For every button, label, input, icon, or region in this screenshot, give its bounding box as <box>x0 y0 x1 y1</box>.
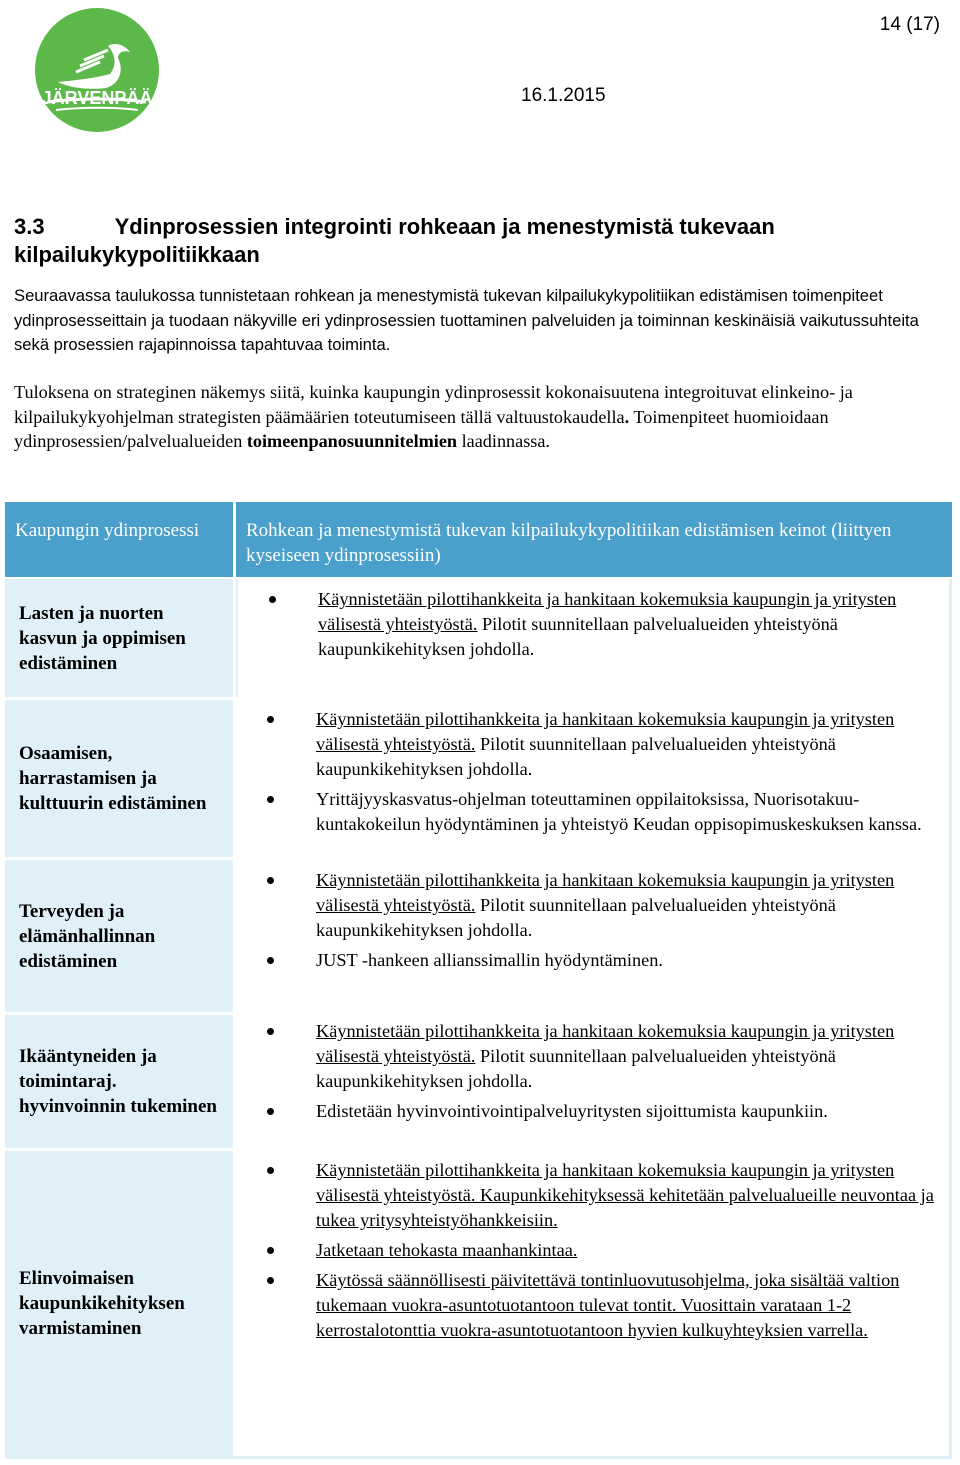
action-item <box>236 707 952 782</box>
process-cell <box>5 1151 233 1456</box>
table-right-border <box>949 579 952 1459</box>
action-text-underlined: Käynnistetään pilottihankkeita ja hankitaan kokemuksia kaupungin ja yritysten välisestä yhteistyöstä. <box>316 870 895 915</box>
header-label-actions: Rohkean ja menestymistä tukevan kilpailukykypolitiikan edistämisen keinot (liittyen kyseiseen ydinprosessiin) <box>246 520 892 566</box>
action-list <box>236 1019 952 1124</box>
process-table <box>0 500 952 1460</box>
action-list <box>236 707 952 837</box>
action-item <box>236 1268 952 1343</box>
section-title: Ydinprosessien integrointi rohkeaan ja menestymistä tukevaan kilpailukykypolitiikkaan <box>14 214 775 267</box>
result-text-1: Tuloksena on strateginen näkemys siitä, kuinka kaupungin ydinprosessit kokonaisuutena integroituvat elinkeino- ja kilpailukykyohjelman strategisten päämäärien toteutumiseen tällä valtuustokaudella <box>14 382 853 427</box>
action-text: Pilotit suunnitellaan palvelualueiden yhteistyönä kaupunkikehityksen johdolla. <box>316 895 836 940</box>
process-cell <box>5 579 233 697</box>
table-bottom-border <box>5 1456 952 1459</box>
action-list <box>238 587 952 662</box>
action-item <box>236 787 952 837</box>
action-list <box>236 868 952 973</box>
action-item <box>236 1099 952 1124</box>
action-item <box>238 587 952 662</box>
section-number: 3.3 <box>14 214 45 239</box>
logo-graphic <box>18 4 176 136</box>
result-bold-term: toimeenpanosuunnitelmien <box>246 431 458 451</box>
result-text-3: laadinnassa. <box>457 431 550 451</box>
action-text: Edistetään hyvinvointivointipalveluyritysten sijoittumista kaupunkiin. <box>316 1101 828 1121</box>
process-cell <box>5 860 233 1012</box>
document-date: 16.1.2015 <box>521 85 606 106</box>
action-text-underlined: Käytössä säännöllisesti päivitettävä tontinluovutusohjelma, joka sisältää valtion tukemaan vuokra-asuntotuotantoon tulevat tontit. Vuosittain varataan 1-2 kerrostalotonttia vuokra-asuntotuotantoon hyvien kulkuyhteyksien varrella. <box>316 1270 900 1340</box>
section-heading <box>14 213 944 269</box>
header-cell-process <box>5 502 233 577</box>
action-item <box>236 868 952 943</box>
header-label-process: Kaupungin ydinprosessi <box>15 520 200 541</box>
action-text-underlined: Jatketaan tehokasta maanhankintaa. <box>316 1240 578 1260</box>
actions-cell <box>236 860 952 1012</box>
process-name: Osaamisen, harrastamisen ja kulttuurin edistäminen <box>19 743 207 814</box>
process-name: Ikääntyneiden ja toimintaraj. hyvinvoinnin tukeminen <box>19 1046 217 1117</box>
process-cell <box>5 1015 233 1148</box>
result-period: . <box>624 406 630 427</box>
process-name: Lasten ja nuorten kasvun ja oppimisen edistäminen <box>19 602 186 674</box>
action-item <box>236 1238 952 1263</box>
result-text-2: Toimenpiteet huomioidaan ydinprosessien/palvelualueiden <box>14 406 829 451</box>
action-text: Pilotit suunnitellaan palvelualueiden yhteistyönä kaupunkikehityksen johdolla. <box>316 734 836 779</box>
action-text-underlined: Käynnistetään pilottihankkeita ja hankitaan kokemuksia kaupungin ja yritysten välisestä yhteistyöstä. <box>316 1021 895 1066</box>
action-item <box>236 1158 952 1233</box>
process-name: Elinvoimaisen kaupunkikehityksen varmistaminen <box>19 1268 185 1339</box>
logo-text: JÄRVENPÄÄ <box>41 88 153 108</box>
page-number: 14 (17) <box>879 14 940 35</box>
action-text: Pilotit suunnitellaan palvelualueiden yhteistyönä kaupunkikehityksen johdolla. <box>318 614 838 659</box>
intro-paragraph: Seuraavassa taulukossa tunnistetaan rohkean ja menestymistä tukevan kilpailukykypolitiikan edistämisen toimenpiteet ydinprosesseittain ja tuodaan näkyville eri ydinprosessien tuottaminen palveluiden ja toiminnan keskinäisiä vaikutussuhteita sekä prosessien rajapinnoissa tapahtuvaa toiminta. <box>14 286 919 354</box>
result-paragraph <box>14 380 954 454</box>
action-item <box>236 948 952 973</box>
action-text-underlined: Käynnistetään pilottihankkeita ja hankitaan kokemuksia kaupungin ja yritysten välisestä yhteistyöstä. <box>316 709 895 754</box>
action-text-underlined: Käynnistetään pilottihankkeita ja hankitaan kokemuksia kaupungin ja yritysten välisestä yhteistyöstä. <box>318 589 897 634</box>
actions-cell <box>236 700 952 857</box>
action-text: JUST -hankeen allianssimallin hyödyntäminen. <box>316 950 663 970</box>
action-text: Pilotit suunnitellaan palvelualueiden yhteistyönä kaupunkikehityksen johdolla. <box>316 1046 836 1091</box>
header-cell-actions <box>236 502 952 577</box>
action-list <box>236 1158 952 1343</box>
jarvenpaa-logo <box>18 4 176 136</box>
actions-cell <box>236 579 952 697</box>
actions-cell <box>236 1015 952 1148</box>
action-text-underlined: Käynnistetään pilottihankkeita ja hankitaan kokemuksia kaupungin ja yritysten välisestä yhteistyöstä. Kaupunkikehityksessä kehitetään palvelualueille neuvontaa ja tukea yritysyhteistyöhankkeisiin. <box>316 1160 934 1230</box>
process-name: Terveyden ja elämänhallinnan edistäminen <box>19 900 156 972</box>
actions-cell <box>236 1151 952 1456</box>
action-item <box>236 1019 952 1094</box>
process-cell <box>5 700 233 857</box>
action-text: Yrittäjyyskasvatus-ohjelman toteuttaminen oppilaitoksissa, Nuorisotakuu-kuntakokeilun hyödyntäminen ja yhteistyö Keudan oppisopimuskeskuksen kanssa. <box>316 789 922 834</box>
